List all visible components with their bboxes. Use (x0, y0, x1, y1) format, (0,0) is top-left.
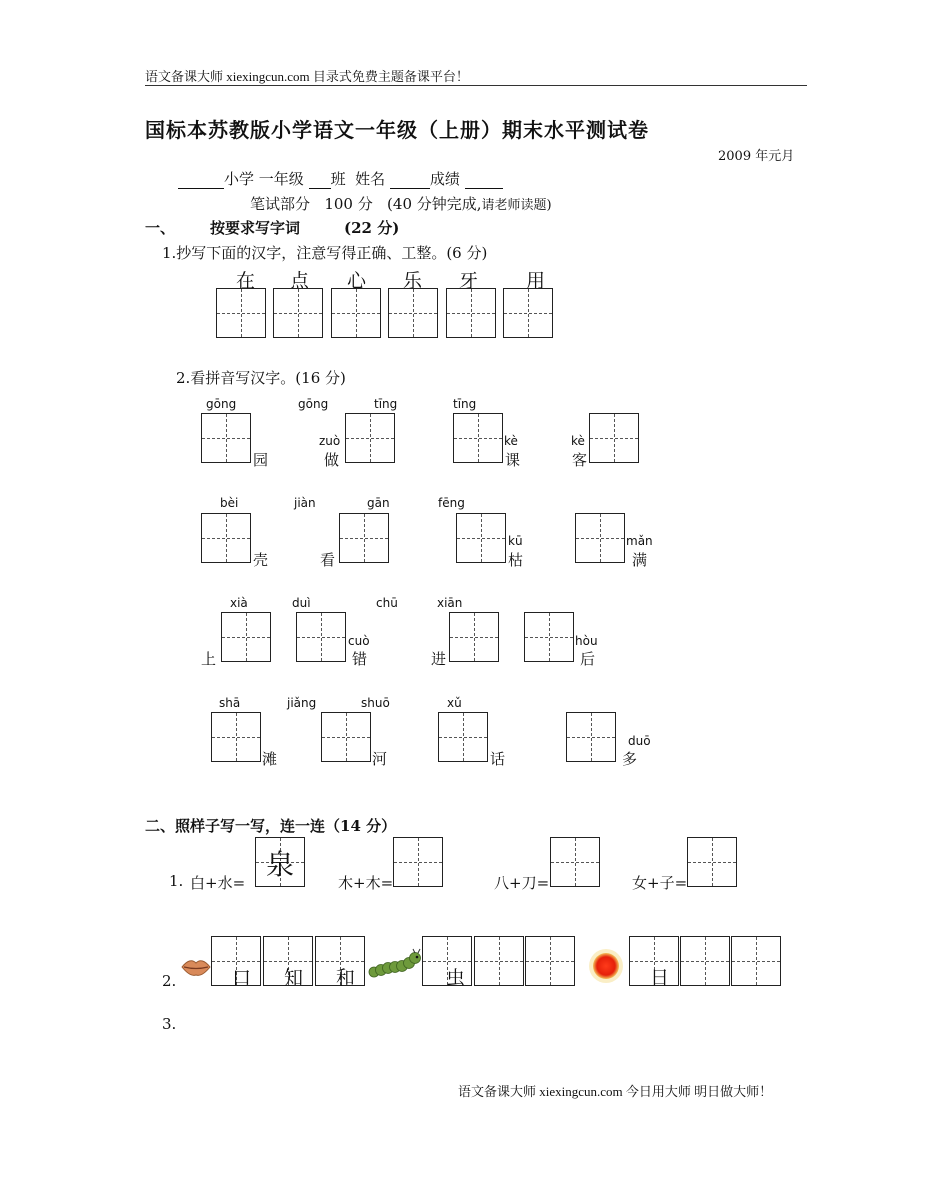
pinyin-text: mǎn (626, 534, 653, 548)
answer-grid[interactable] (321, 712, 371, 762)
answer-grid[interactable] (575, 513, 625, 563)
pinyin-text: duō (628, 734, 651, 748)
pinyin-text: xià (230, 596, 248, 610)
writing-grid[interactable] (331, 288, 381, 338)
grid-character: 泉 (265, 847, 294, 881)
header-divider (145, 85, 807, 86)
pinyin-text: cuò (348, 634, 370, 648)
total-score: 100 分 (324, 195, 373, 213)
copy-character: 用 (526, 270, 546, 292)
answer-grid[interactable] (255, 837, 305, 887)
writing-grid[interactable] (216, 288, 266, 338)
match-character: 和 (336, 967, 356, 989)
writing-grid[interactable] (273, 288, 323, 338)
name-blank[interactable] (390, 172, 430, 189)
pinyin-text: jiàn (294, 496, 316, 510)
pinyin-text: xiān (437, 596, 463, 610)
pinyin-text: tīng (374, 397, 398, 411)
pinyin-text: kū (508, 534, 523, 548)
hanzi-text: 枯 (508, 551, 524, 569)
hanzi-text: 壳 (253, 551, 269, 569)
copy-character: 牙 (459, 270, 479, 292)
hanzi-text: 做 (324, 451, 340, 469)
pinyin-text: gōng (298, 397, 329, 411)
written-part-line (250, 193, 552, 214)
hanzi-text: 客 (572, 451, 588, 469)
sun-icon (587, 947, 625, 985)
answer-grid[interactable] (339, 513, 389, 563)
hanzi-text: 园 (253, 451, 269, 469)
copy-character: 在 (236, 270, 256, 292)
writing-grid[interactable] (503, 288, 553, 338)
pinyin-text: shuō (361, 696, 390, 710)
match-grid[interactable] (680, 936, 730, 986)
formula-text: 木+木= (338, 874, 394, 892)
answer-grid[interactable] (296, 612, 346, 662)
question-2-1-label: 1. (169, 872, 184, 890)
answer-grid[interactable] (449, 612, 499, 662)
teacher-note: 请老师读题) (481, 198, 552, 213)
answer-grid[interactable] (456, 513, 506, 563)
score-blank[interactable] (465, 172, 503, 189)
writing-grid[interactable] (388, 288, 438, 338)
formula-text: 女+子= (632, 874, 688, 892)
school-label: 小学 一年级 (224, 170, 304, 188)
answer-grid[interactable] (438, 712, 488, 762)
written-part-label: 笔试部分 (250, 195, 311, 213)
section1-title: 按要求写字词 (210, 219, 301, 237)
page-footer: 语文备课大师 xiexingcun.com 今日用大师 明日做大师！ (458, 1084, 773, 1099)
formula-text: 白+水= (190, 874, 246, 892)
pinyin-text: gōng (206, 397, 237, 411)
pinyin-text: chū (376, 596, 398, 610)
pinyin-text: zuò (319, 434, 341, 448)
question-2-2-label: 2. (162, 972, 177, 990)
hanzi-text: 后 (580, 650, 596, 668)
hanzi-text: 课 (505, 451, 521, 469)
pinyin-text: jiǎng (287, 696, 317, 710)
pinyin-text: xǔ (447, 696, 462, 710)
answer-grid[interactable] (566, 712, 616, 762)
answer-grid[interactable] (393, 837, 443, 887)
hanzi-text: 错 (352, 650, 368, 668)
match-grid[interactable] (731, 936, 781, 986)
pinyin-text: tīng (453, 397, 477, 411)
pinyin-text: kè (571, 434, 585, 448)
answer-grid[interactable] (550, 837, 600, 887)
formula-text: 八+刀= (494, 874, 550, 892)
answer-grid[interactable] (524, 612, 574, 662)
match-character: 知 (284, 967, 304, 989)
pinyin-text: duì (292, 596, 311, 610)
page-header: 语文备课大师 xiexingcun.com 目录式免费主题备课平台！ (145, 69, 469, 84)
match-character: 口 (232, 967, 252, 989)
section2-title: 二、照样子写一写，连一连（14 分） (145, 817, 397, 835)
hanzi-text: 滩 (262, 750, 278, 768)
question-1-2: 2.看拼音写汉字。(16 分) (176, 369, 346, 387)
student-info-line (178, 168, 503, 189)
hanzi-text: 上 (201, 650, 217, 668)
answer-grid[interactable] (201, 413, 251, 463)
question-1-1: 1.抄写下面的汉字，注意写得正确、工整。(6 分) (162, 244, 488, 262)
answer-grid[interactable] (345, 413, 395, 463)
hanzi-text: 进 (431, 650, 447, 668)
answer-grid[interactable] (201, 513, 251, 563)
copy-character: 点 (290, 270, 310, 292)
match-character: 虫 (446, 967, 466, 989)
pinyin-text: fēng (438, 496, 465, 510)
writing-grid[interactable] (446, 288, 496, 338)
class-label: 班 (330, 170, 346, 188)
name-label: 姓名 (355, 170, 386, 188)
answer-grid[interactable] (221, 612, 271, 662)
hanzi-text: 河 (372, 750, 388, 768)
match-character: 日 (650, 967, 670, 989)
answer-grid[interactable] (211, 712, 261, 762)
match-grid[interactable] (525, 936, 575, 986)
copy-character: 乐 (403, 270, 423, 292)
copy-character: 心 (347, 270, 367, 292)
exam-title: 国标本苏教版小学语文一年级（上册）期末水平测试卷 (145, 118, 649, 142)
hanzi-text: 满 (632, 551, 648, 569)
answer-grid[interactable] (453, 413, 503, 463)
class-blank[interactable] (309, 172, 331, 189)
caterpillar-icon (368, 948, 422, 982)
score-label: 成绩 (429, 170, 460, 188)
exam-date: 2009 年元月 (718, 149, 795, 164)
school-blank[interactable] (178, 172, 224, 189)
time-note: (40 分钟完成, (387, 195, 482, 213)
pinyin-text: shā (219, 696, 241, 710)
pinyin-text: kè (504, 434, 518, 448)
hanzi-text: 看 (320, 551, 336, 569)
pinyin-text: bèi (220, 496, 239, 510)
hanzi-text: 多 (622, 750, 638, 768)
pinyin-text: gān (367, 496, 390, 510)
answer-grid[interactable] (589, 413, 639, 463)
pinyin-text: hòu (575, 634, 598, 648)
answer-grid[interactable] (687, 837, 737, 887)
hanzi-text: 话 (490, 750, 506, 768)
section1-score: (22 分) (344, 219, 400, 237)
question-2-3-label: 3. (162, 1015, 177, 1033)
section1-number: 一、 (145, 219, 176, 237)
match-grid[interactable] (474, 936, 524, 986)
lips-icon (180, 955, 212, 979)
